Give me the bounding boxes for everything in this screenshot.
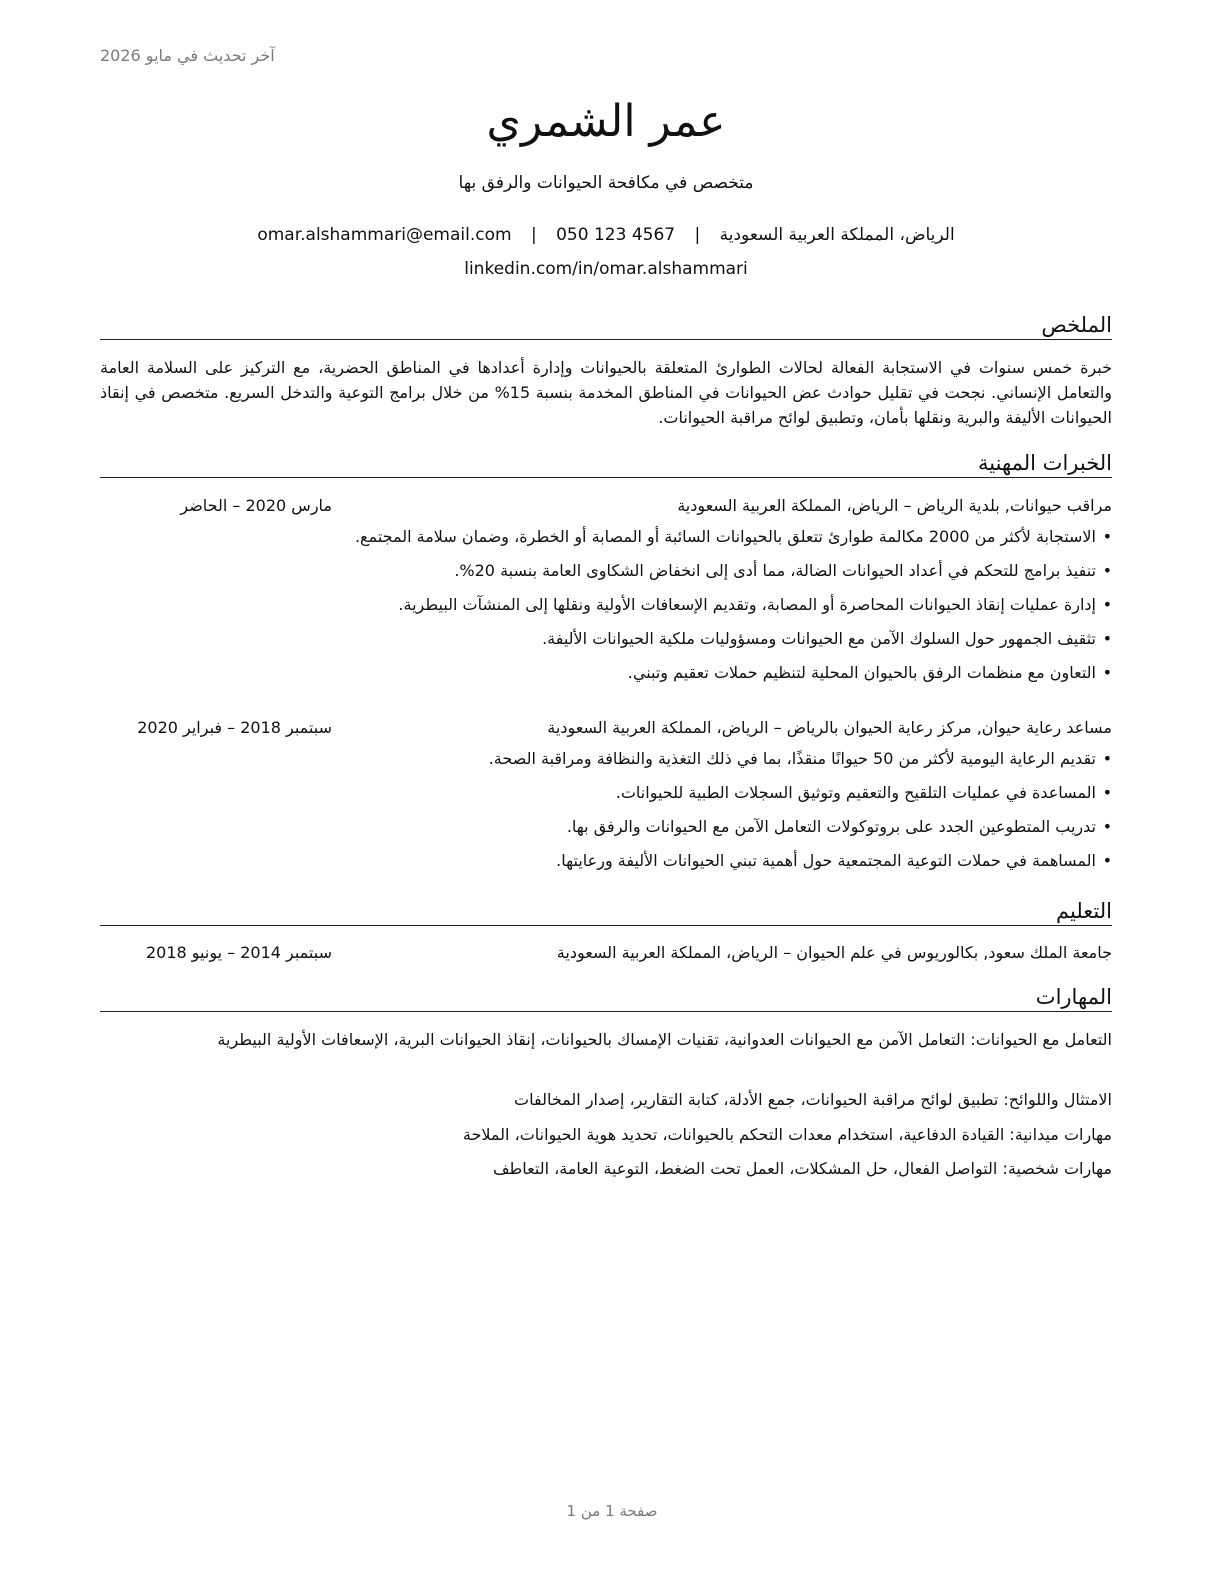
bullet-text: تدريب المتطوعين الجدد على بروتوكولات التعامل الآمن مع الحيوانات والرفق بها. — [566, 817, 1096, 836]
page-number: صفحة 1 من 1 — [566, 1502, 658, 1520]
bullet-symbol: • — [1102, 527, 1112, 546]
job-header — [100, 493, 1112, 519]
section-title-summary: الملخص — [100, 311, 1112, 340]
list-item — [100, 592, 1112, 626]
job-role: مراقب حيوانات, بلدية الرياض – الرياض، المملكة العربية السعودية — [677, 496, 1112, 515]
contact-location: الرياض، المملكة العربية السعودية — [719, 225, 955, 245]
list-item — [100, 780, 1112, 814]
last-updated-date: آخر تحديث في مايو 2026 — [100, 46, 275, 65]
bullet-text: تقديم الرعاية اليومية لأكثر من 50 حيوانًا منقذًا، بما في ذلك التغذية والنظافة ومراقبة الصحة. — [488, 749, 1096, 768]
skill-line: مهارات ميدانية: القيادة الدفاعية، استخدام معدات التحكم بالحيوانات، تحديد هوية الحيوانات، الملاحة — [462, 1125, 1112, 1144]
section-title-education: التعليم — [100, 897, 1112, 926]
contact-info — [100, 222, 1112, 248]
bullet-text: الاستجابة لأكثر من 2000 مكالمة طوارئ تتعلق بالحيوانات السائبة أو المصابة أو الخطرة، وضمان سلامة المجتمع. — [354, 527, 1096, 546]
list-item — [100, 626, 1112, 660]
bullet-text: المساعدة في عمليات التلقيح والتعقيم وتوثيق السجلات الطبية للحيوانات. — [615, 783, 1096, 802]
job-dates: سبتمبر 2018 – فبراير 2020 — [137, 718, 332, 737]
section-title-skills: المهارات — [100, 983, 1112, 1012]
contact-phone[interactable]: 050 123 4567 — [556, 225, 676, 245]
education-dates: سبتمبر 2014 – يونيو 2018 — [145, 943, 332, 962]
job-header — [100, 715, 1112, 741]
job-role: مساعد رعاية حيوان, مركز رعاية الحيوان بالرياض – الرياض، المملكة العربية السعودية — [547, 718, 1112, 737]
education-degree: جامعة الملك سعود, بكالوريوس في علم الحيوان – الرياض، المملكة العربية السعودية — [556, 943, 1112, 962]
bullet-text: تثقيف الجمهور حول السلوك الآمن مع الحيوانات ومسؤوليات ملكية الحيوانات الأليفة. — [542, 629, 1096, 648]
list-item — [100, 660, 1112, 694]
skill-line: مهارات شخصية: التواصل الفعال، حل المشكلات، العمل تحت الضغط، التوعية العامة، التعاطف — [492, 1159, 1112, 1178]
list-item — [100, 746, 1112, 780]
list-item — [100, 558, 1112, 592]
bullet-symbol: • — [1102, 595, 1112, 614]
contact-separator: | — [694, 225, 701, 245]
bullet-symbol: • — [1102, 749, 1112, 768]
list-item — [100, 848, 1112, 882]
skill-line: التعامل مع الحيوانات: التعامل الآمن مع الحيوانات العدوانية، تقنيات الإمساك بالحيوانات، إنقاذ الحيوانات البرية، الإسعافات الأولية البيطرية — [217, 1030, 1112, 1049]
bullet-symbol: • — [1102, 851, 1112, 870]
job-bullet-list — [100, 524, 1112, 694]
list-item — [100, 814, 1112, 848]
bullet-symbol: • — [1102, 629, 1112, 648]
bullet-symbol: • — [1102, 663, 1112, 682]
contact-email[interactable]: omar.alshammari@email.com — [257, 225, 512, 245]
education-entry — [100, 940, 1112, 966]
bullet-text: إدارة عمليات إنقاذ الحيوانات المحاصرة أو المصابة، وتقديم الإسعافات الأولية ونقلها إلى المنشآت البيطرية. — [398, 595, 1096, 614]
bullet-symbol: • — [1102, 561, 1112, 580]
list-item — [100, 524, 1112, 558]
bullet-text: التعاون مع منظمات الرفق بالحيوان المحلية لتنظيم حملات تعقيم وتبني. — [627, 663, 1096, 682]
contact-linkedin[interactable]: linkedin.com/in/omar.alshammari — [464, 259, 748, 279]
candidate-name: عمر الشمري — [486, 96, 726, 147]
contact-separator: | — [530, 225, 537, 245]
job-bullet-list — [100, 746, 1112, 882]
bullet-symbol: • — [1102, 783, 1112, 802]
section-title-experience: الخبرات المهنية — [100, 449, 1112, 478]
bullet-text: تنفيذ برامج للتحكم في أعداد الحيوانات الضالة، مما أدى إلى انخفاض الشكاوى العامة بنسبة 20%. — [454, 561, 1096, 580]
skill-line: الامتثال واللوائح: تطبيق لوائح مراقبة الحيوانات، جمع الأدلة، كتابة التقارير، إصدار المخالفات — [514, 1090, 1112, 1109]
summary-text: خبرة خمس سنوات في الاستجابة الفعالة لحالات الطوارئ المتعلقة بالحيوانات وإدارة أعدادها في المناطق الحضرية، مع التركيز على السلامة العامة والتعامل الإنساني. نجحت في تقليل حوادث عض الحيوانات في المناطق المخدمة بنسبة 15% من خلال برامج التوعية والتدخل السريع. متخصص في إنقاذ الحيوانات الأليفة والبرية ونقلها بأمان، وتطبيق لوائح مراقبة الحيوانات. — [100, 358, 1113, 427]
job-dates: مارس 2020 – الحاضر — [180, 496, 332, 515]
bullet-symbol: • — [1102, 817, 1112, 836]
bullet-text: المساهمة في حملات التوعية المجتمعية حول أهمية تبني الحيوانات الأليفة ورعايتها. — [556, 851, 1096, 870]
candidate-job-title: متخصص في مكافحة الحيوانات والرفق بها — [458, 173, 754, 193]
